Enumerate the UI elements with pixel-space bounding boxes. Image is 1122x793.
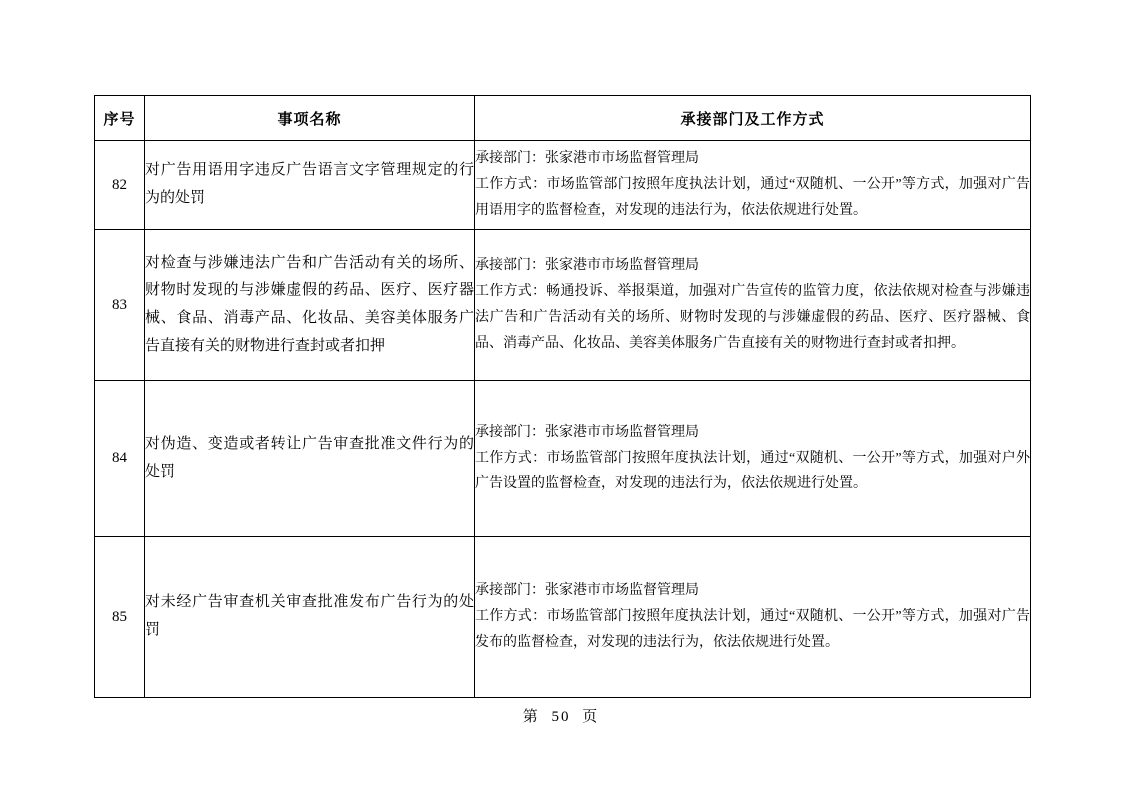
footer-page-number: 50 xyxy=(551,709,571,725)
cell-department-method xyxy=(475,230,1031,381)
dept-line-method: 工作方式：市场监管部门按照年度执法计划，通过“双随机、一公开”等方式，加强对广告用语用字的监督检查，对发现的违法行为，依法依规进行处置。 xyxy=(475,177,1030,218)
cell-item-name: 对未经广告审查机关审查批准发布广告行为的处罚 xyxy=(145,537,475,698)
dept-line-method: 工作方式：市场监管部门按照年度执法计划，通过“双随机、一公开”等方式，加强对广告发布的监督检查，对发现的违法行为，依法依规进行处置。 xyxy=(475,609,1030,650)
cell-department-method xyxy=(475,141,1031,230)
cell-item-name: 对检查与涉嫌违法广告和广告活动有关的场所、财物时发现的与涉嫌虚假的药品、医疗、医疗器械、食品、消毒产品、化妆品、美容美体服务广告直接有关的财物进行查封或者扣押 xyxy=(145,230,475,381)
table-body xyxy=(95,141,1031,698)
table-header-row xyxy=(95,96,1031,141)
items-table xyxy=(94,95,1031,698)
table-row xyxy=(95,230,1031,381)
table-container xyxy=(94,95,1030,698)
cell-item-name: 对伪造、变造或者转让广告审查批准文件行为的处罚 xyxy=(145,381,475,537)
cell-department-method xyxy=(475,537,1031,698)
cell-seq: 83 xyxy=(95,230,145,381)
dept-line-department: 承接部门：张家港市市场监督管理局 xyxy=(475,424,699,440)
footer-prefix: 第 xyxy=(522,709,540,725)
dept-line-method: 工作方式：畅通投诉、举报渠道，加强对广告宣传的监管力度，依法依规对检查与涉嫌违法广告和广告活动有关的场所、财物时发现的与涉嫌虚假的药品、医疗、医疗器械、食品、消毒产品、化妆品、美容美体服务广告直接有关的财物进行查封或者扣押。 xyxy=(475,284,1030,351)
column-header-seq: 序号 xyxy=(95,96,145,141)
cell-seq: 82 xyxy=(95,141,145,230)
dept-line-department: 承接部门：张家港市市场监督管理局 xyxy=(475,151,699,167)
table-row xyxy=(95,537,1031,698)
cell-department-method xyxy=(475,381,1031,537)
page-footer xyxy=(0,705,1122,726)
table-row xyxy=(95,381,1031,537)
table-header xyxy=(95,96,1031,141)
footer-suffix: 页 xyxy=(582,709,600,725)
cell-item-name: 对广告用语用字违反广告语言文字管理规定的行为的处罚 xyxy=(145,141,475,230)
column-header-name: 事项名称 xyxy=(145,96,475,141)
table-row xyxy=(95,141,1031,230)
dept-line-department: 承接部门：张家港市市场监督管理局 xyxy=(475,258,699,274)
column-header-dept: 承接部门及工作方式 xyxy=(475,96,1031,141)
dept-line-method: 工作方式：市场监管部门按照年度执法计划，通过“双随机、一公开”等方式，加强对户外广告设置的监督检查，对发现的违法行为，依法依规进行处置。 xyxy=(475,450,1030,492)
cell-seq: 85 xyxy=(95,537,145,698)
cell-seq: 84 xyxy=(95,381,145,537)
dept-line-department: 承接部门：张家港市市场监督管理局 xyxy=(475,583,699,599)
